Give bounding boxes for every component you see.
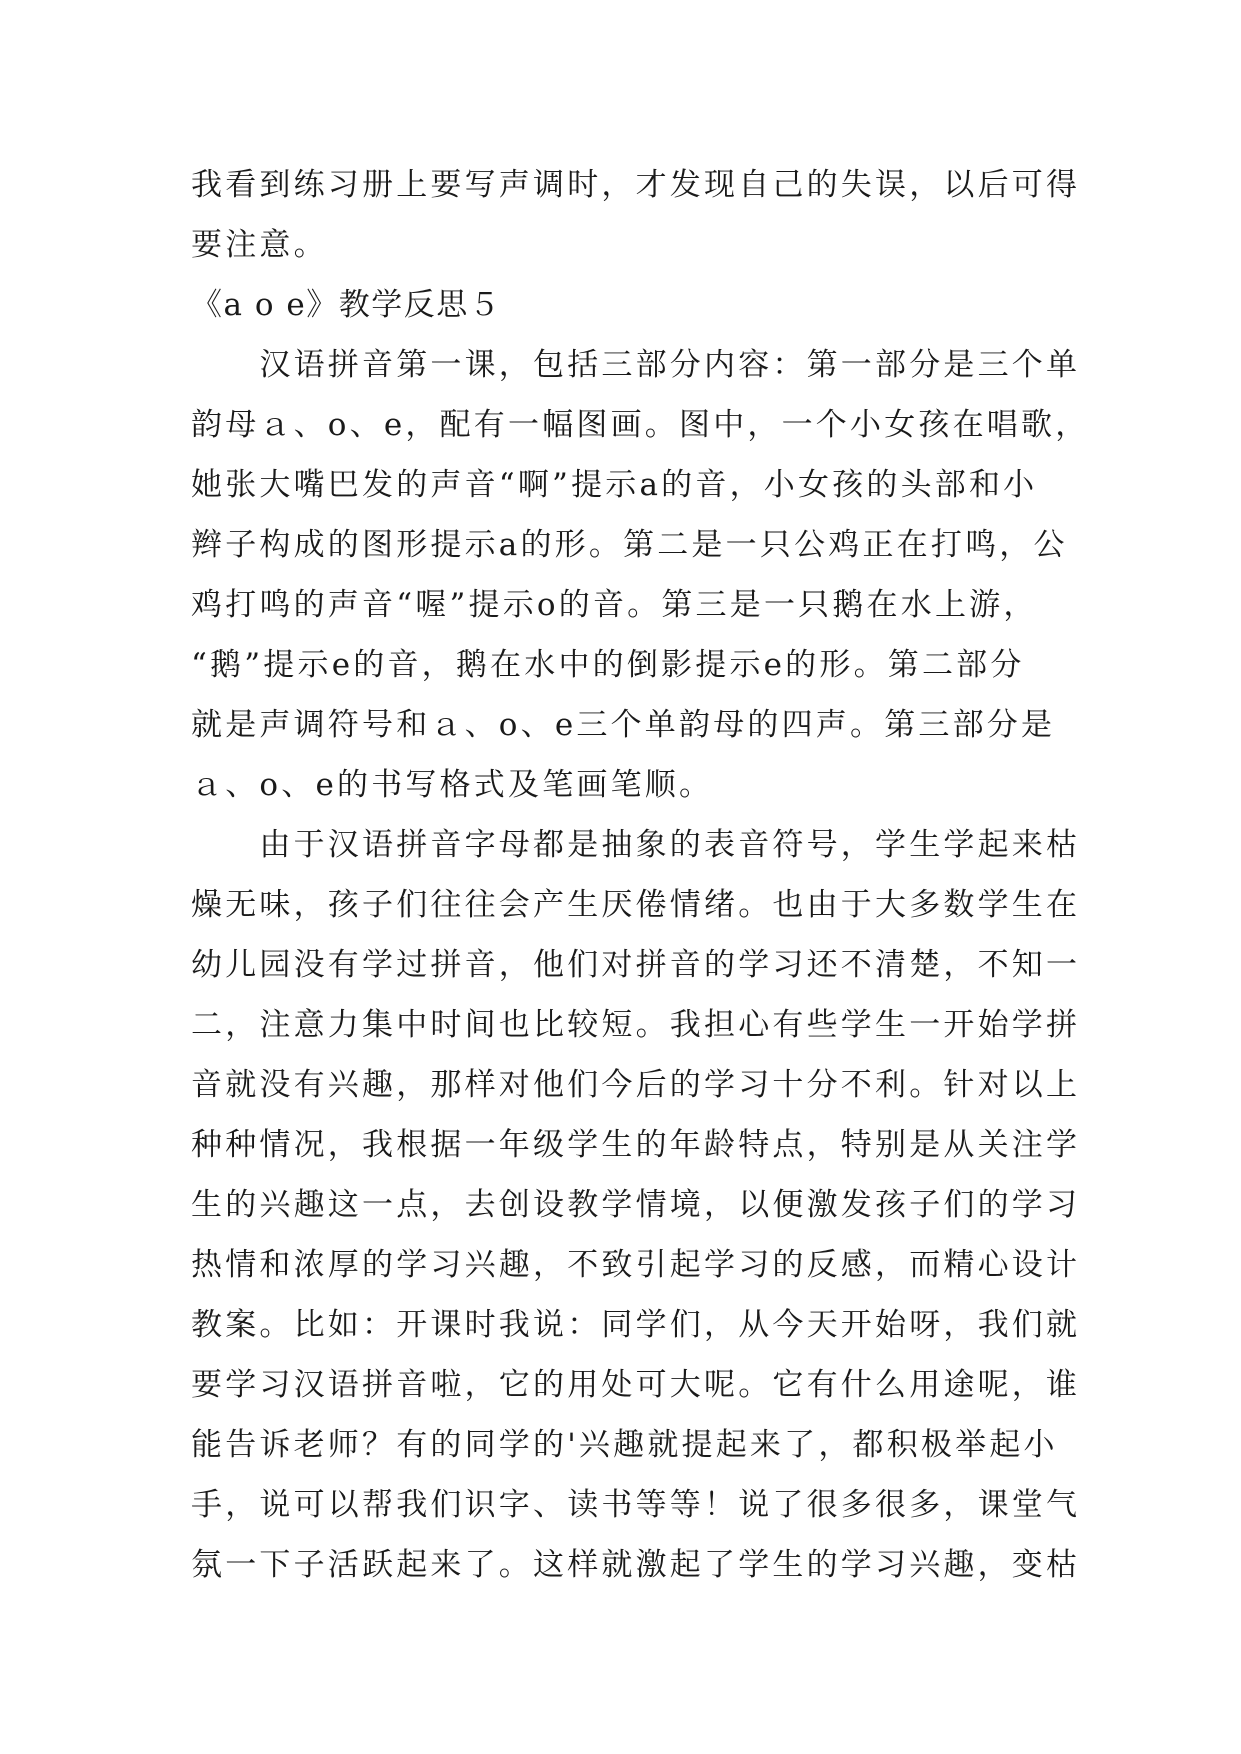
- text-line: 燥无味，孩子们往往会产生厌倦情绪。也由于大多数学生在: [191, 887, 1081, 923]
- text-line: 音就没有兴趣，那样对他们今后的学习十分不利。针对以上: [191, 1067, 1081, 1103]
- text-line: 由于汉语拼音字母都是抽象的表音符号，学生学起来枯: [191, 827, 1081, 863]
- text-line: 鸡打鸣的声音“喔”提示o的音。第三是一只鹅在水上游，: [191, 587, 1038, 623]
- text-line: 就是声调符号和ａ、o、e三个单韵母的四声。第三部分是: [191, 707, 1056, 743]
- document-body: [191, 155, 1090, 1595]
- text-line: 韵母ａ、o、e，配有一幅图画。图中，一个小女孩在唱歌，: [191, 407, 1090, 443]
- text-line: 要注意。: [191, 227, 328, 263]
- continued-paragraph: [191, 155, 1081, 275]
- text-line: “鹅”提示e的音，鹅在水中的倒影提示e的形。第二部分: [191, 647, 1025, 683]
- text-line: 汉语拼音第一课，包括三部分内容：第一部分是三个单: [191, 347, 1081, 383]
- text-line: 辫子构成的图形提示a的形。第二是一只公鸡正在打鸣，公: [191, 527, 1068, 563]
- text-line: 二，注意力集中时间也比较短。我担心有些学生一开始学拼: [191, 1007, 1081, 1043]
- text-line: 氛一下子活跃起来了。这样就激起了学生的学习兴趣，变枯: [191, 1547, 1081, 1583]
- text-line: 手，说可以帮我们识字、读书等等！说了很多很多，课堂气: [191, 1487, 1081, 1523]
- paragraph-intro: [191, 335, 1090, 815]
- text-line: ａ、o、e的书写格式及笔画笔顺。: [191, 767, 714, 803]
- text-line: 种种情况，我根据一年级学生的年龄特点，特别是从关注学: [191, 1127, 1081, 1163]
- paragraph-reflection: [191, 815, 1081, 1595]
- text-line: 她张大嘴巴发的声音“啊”提示a的音，小女孩的头部和小: [191, 467, 1038, 503]
- text-line: 能告诉老师？有的同学的'兴趣就提起来了，都积极举起小: [191, 1427, 1058, 1463]
- text-line: 生的兴趣这一点，去创设教学情境，以便激发孩子们的学习: [191, 1187, 1081, 1223]
- section-title: 《a o e》教学反思５: [191, 287, 502, 323]
- text-line: 热情和浓厚的学习兴趣，不致引起学习的反感，而精心设计: [191, 1247, 1081, 1283]
- text-line: 幼儿园没有学过拼音，他们对拼音的学习还不清楚，不知一: [191, 947, 1081, 983]
- text-line: 要学习汉语拼音啦，它的用处可大呢。它有什么用途呢，谁: [191, 1367, 1081, 1403]
- text-line: 我看到练习册上要写声调时，才发现自己的失误，以后可得: [191, 167, 1081, 203]
- text-line: 教案。比如：开课时我说：同学们，从今天开始呀，我们就: [191, 1307, 1081, 1343]
